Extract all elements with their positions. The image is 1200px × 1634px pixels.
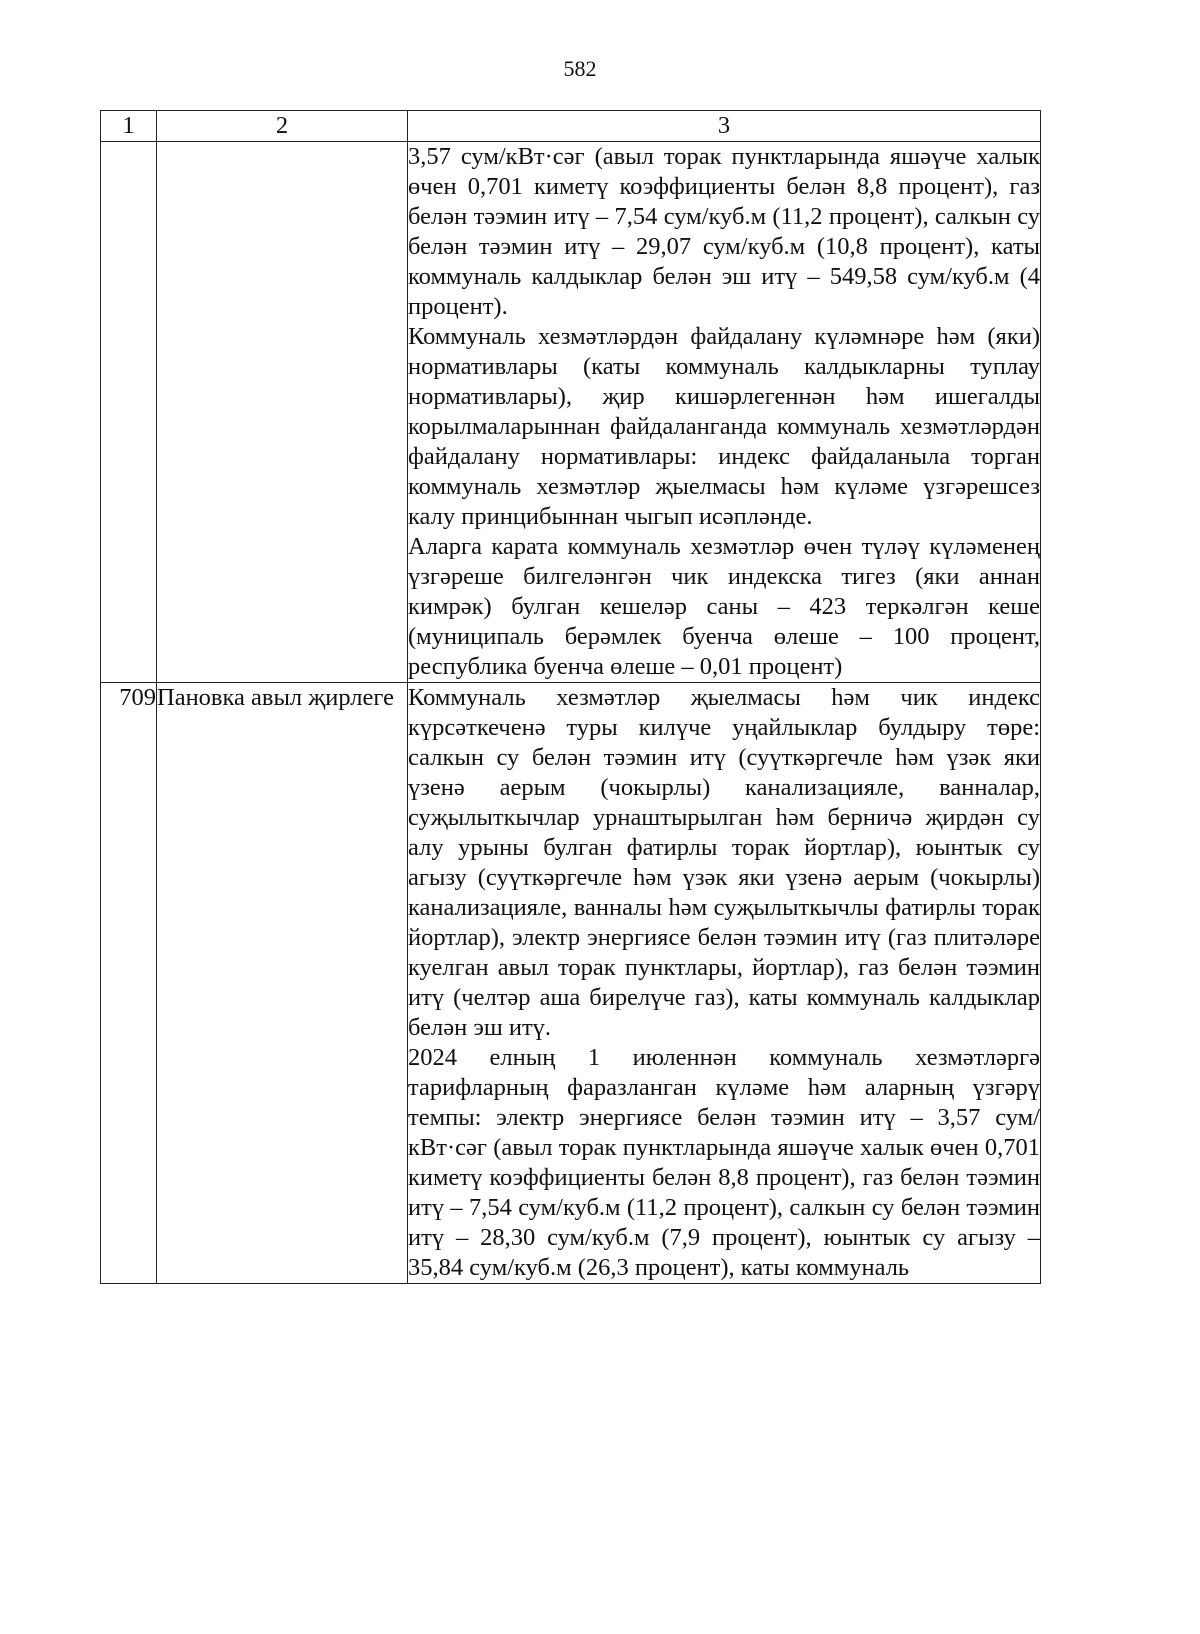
table-row [101,683,1041,1284]
header-row [101,111,1041,142]
tariff-table [100,110,1041,1284]
description-paragraph: Коммуналь хезмәтләрдән файдалану күләмнәре һәм (яки) нормативлары (каты коммуналь калдыкларны туплау нормативлары), җир кишәрлегеннән һәм ишегалды корылмаларыннан файдаланганда коммуналь хезмәтләрдән файдалану нормативлары: индекс файдаланыла торган коммуналь хезмәтләр җыелмасы һәм күләме үзгәрешсез калу принцибыннан чыгып исәпләнде. [408,323,1040,530]
description-paragraph: 2024 елның 1 июленнән коммуналь хезмәтләргә тарифларның фаразланган күләме һәм аларның үзгәрү темпы: электр энергиясе белән тәэмин итү – 3,57 сум/кВт·сәг (авыл торак пунктларында яшәүче халык өчен 0,701 киметү коэффициенты белән 8,8 процент), газ белән тәэмин итү – 7,54 сум/куб.м (11,2 процент), салкын су белән тәэмин итү – 28,30 сум/куб.м (7,9 процент), юынтык су агызу – 35,84 сум/куб.м (26,3 процент), каты коммуналь [408,1044,1040,1281]
row-number: 709 [101,683,157,1284]
header-col-2: 2 [157,111,408,142]
row-description [408,683,1041,1284]
row-number [101,142,157,683]
table-body [101,142,1041,1284]
page-number: 582 [563,56,597,81]
table-header [101,111,1041,142]
description-paragraph: 3,57 сум/кВт·сәг (авыл торак пунктларында яшәүче халык өчен 0,701 киметү коэффициенты белән 8,8 процент), газ белән тәэмин итү – 7,54 сум/куб.м (11,2 процент), салкын су белән тәэмин итү – 29,07 сум/куб.м (10,8 процент), каты коммуналь калдыклар белән эш итү – 549,58 сум/куб.м (4 процент). [408,143,1040,320]
table-row [101,142,1041,683]
header-col-3: 3 [408,111,1041,142]
row-description [408,142,1041,683]
description-paragraph: Аларга карата коммуналь хезмәтләр өчен түләү күләменең үзгәреше билгеләнгән чик индекска тигез (яки аннан кимрәк) булган кешеләр саны – 423 теркәлгән кеше (муниципаль берәмлек буенча өлеше – 100 процент, республика буенча өлеше – 0,01 процент) [408,533,1040,680]
row-name: Пановка авыл җирлеге [157,683,408,1284]
header-col-1: 1 [101,111,157,142]
row-name [157,142,408,683]
description-paragraph: Коммуналь хезмәтләр җыелмасы һәм чик индекс күрсәткеченә туры килүче уңайлыклар булдыру төре: салкын су белән тәэмин итү (суүткәргечле һәм үзәк яки үзенә аерым (чокырлы) канализацияле, ванналар, суҗылыткычлар урнаштырылган һәм берничә җирдән су алу урыны булган фатирлы торак йортлар), юынтык су агызу (суүткәргечле һәм үзәк яки үзенә аерым (чокырлы) канализацияле, ванналы һәм суҗылыткычлы фатирлы торак йортлар), электр энергиясе белән тәэмин итү (газ плитәләре куелган авыл торак пунктлары, йортлар), газ белән тәэмин итү (челтәр аша бирелүче газ), каты коммуналь калдыклар белән эш итү. [408,684,1040,1041]
